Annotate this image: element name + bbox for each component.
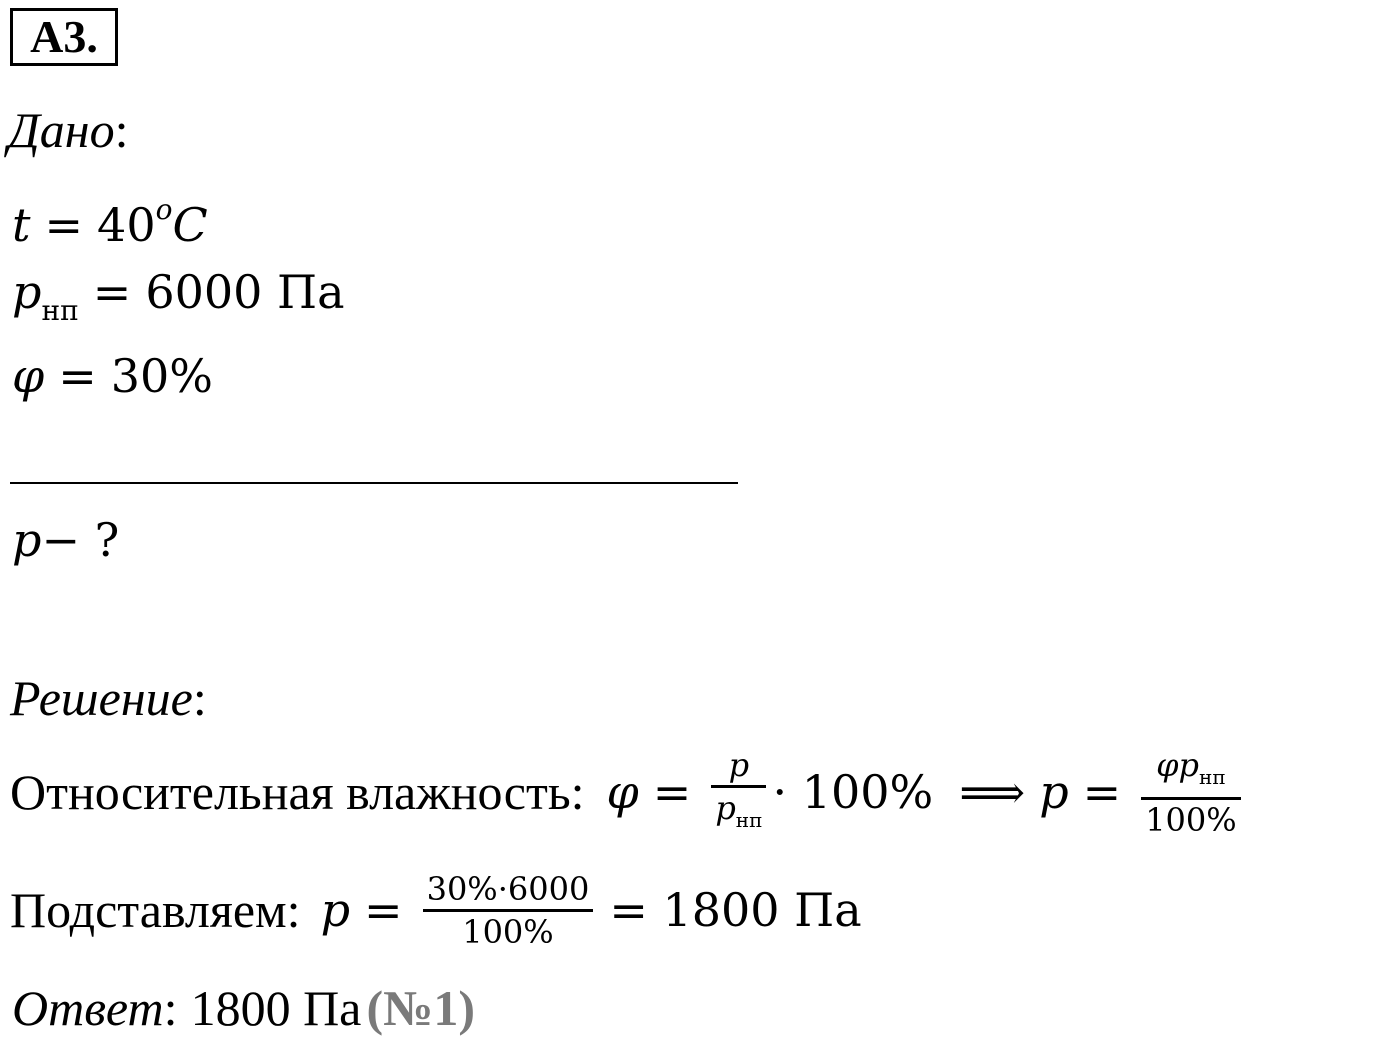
given-heading-text: Дано (8, 102, 115, 158)
solution-heading-text: Решение (10, 670, 193, 726)
humidity-value: 30% (110, 349, 214, 403)
substitution-p: p (320, 883, 351, 937)
solution-line-formula (10, 744, 1247, 840)
solution-heading-colon: : (192, 670, 207, 726)
given-heading (8, 100, 129, 160)
formula-phi: φ (606, 765, 639, 819)
solution-heading (10, 668, 207, 728)
given-heading-colon: : (114, 102, 129, 158)
saturated-pressure-value: 6000 Па (145, 265, 345, 319)
substitution-fraction (423, 869, 594, 952)
degree-mark: o (155, 193, 173, 226)
given-line-saturated-pressure: $p_{нп} = 6000$ Па (12, 265, 345, 327)
substitution-eq: = (364, 883, 403, 937)
implies-arrow: ⟹ (959, 765, 1026, 819)
formula-eq2: = (1082, 765, 1122, 819)
unknown-rest: − ? (41, 513, 120, 567)
formula-fraction (711, 745, 766, 840)
temperature-var: t (12, 198, 31, 252)
substitution-frac-num: 30%·6000 (423, 869, 594, 912)
problem-label: А3. (10, 8, 118, 66)
answer-colon: : (163, 980, 178, 1036)
unknown-line (12, 510, 119, 570)
formula-label: Относительная влажность: (10, 764, 585, 820)
answer-reference: (№1) (366, 980, 476, 1036)
formula-fraction-2 (1141, 745, 1240, 840)
formula-eq: = (652, 765, 692, 819)
given-line-humidity: φ = 30% (12, 349, 214, 403)
substitution-frac-den: 100% (462, 912, 554, 951)
formula-frac2-num: $\varphi p_{нп}$ (1141, 745, 1240, 800)
substitution-result: = 1800 Па (609, 883, 862, 937)
substitution-label: Подставляем: (10, 882, 301, 938)
answer-heading: Ответ (12, 980, 164, 1036)
formula-frac2-den: 100% (1145, 800, 1237, 839)
given-line-temperature: $t = 40^oC$ (12, 193, 208, 252)
solution-line-substitution (10, 862, 862, 958)
unknown-var: p (12, 513, 42, 567)
formula-times-100: · 100% (772, 765, 934, 819)
pressure-var: p (12, 265, 42, 319)
formula-p: p (1039, 765, 1069, 819)
formula-frac-den: $p_{нп}$ (715, 788, 763, 832)
answer-value: 1800 Па (190, 980, 362, 1036)
temperature-unit: C (172, 198, 208, 252)
given-divider (10, 482, 738, 484)
temperature-value: 40 (97, 198, 156, 252)
answer-line (12, 978, 475, 1038)
formula-frac-num: p (711, 745, 766, 788)
pressure-sub: нп (41, 294, 79, 327)
humidity-var: φ (12, 349, 45, 403)
